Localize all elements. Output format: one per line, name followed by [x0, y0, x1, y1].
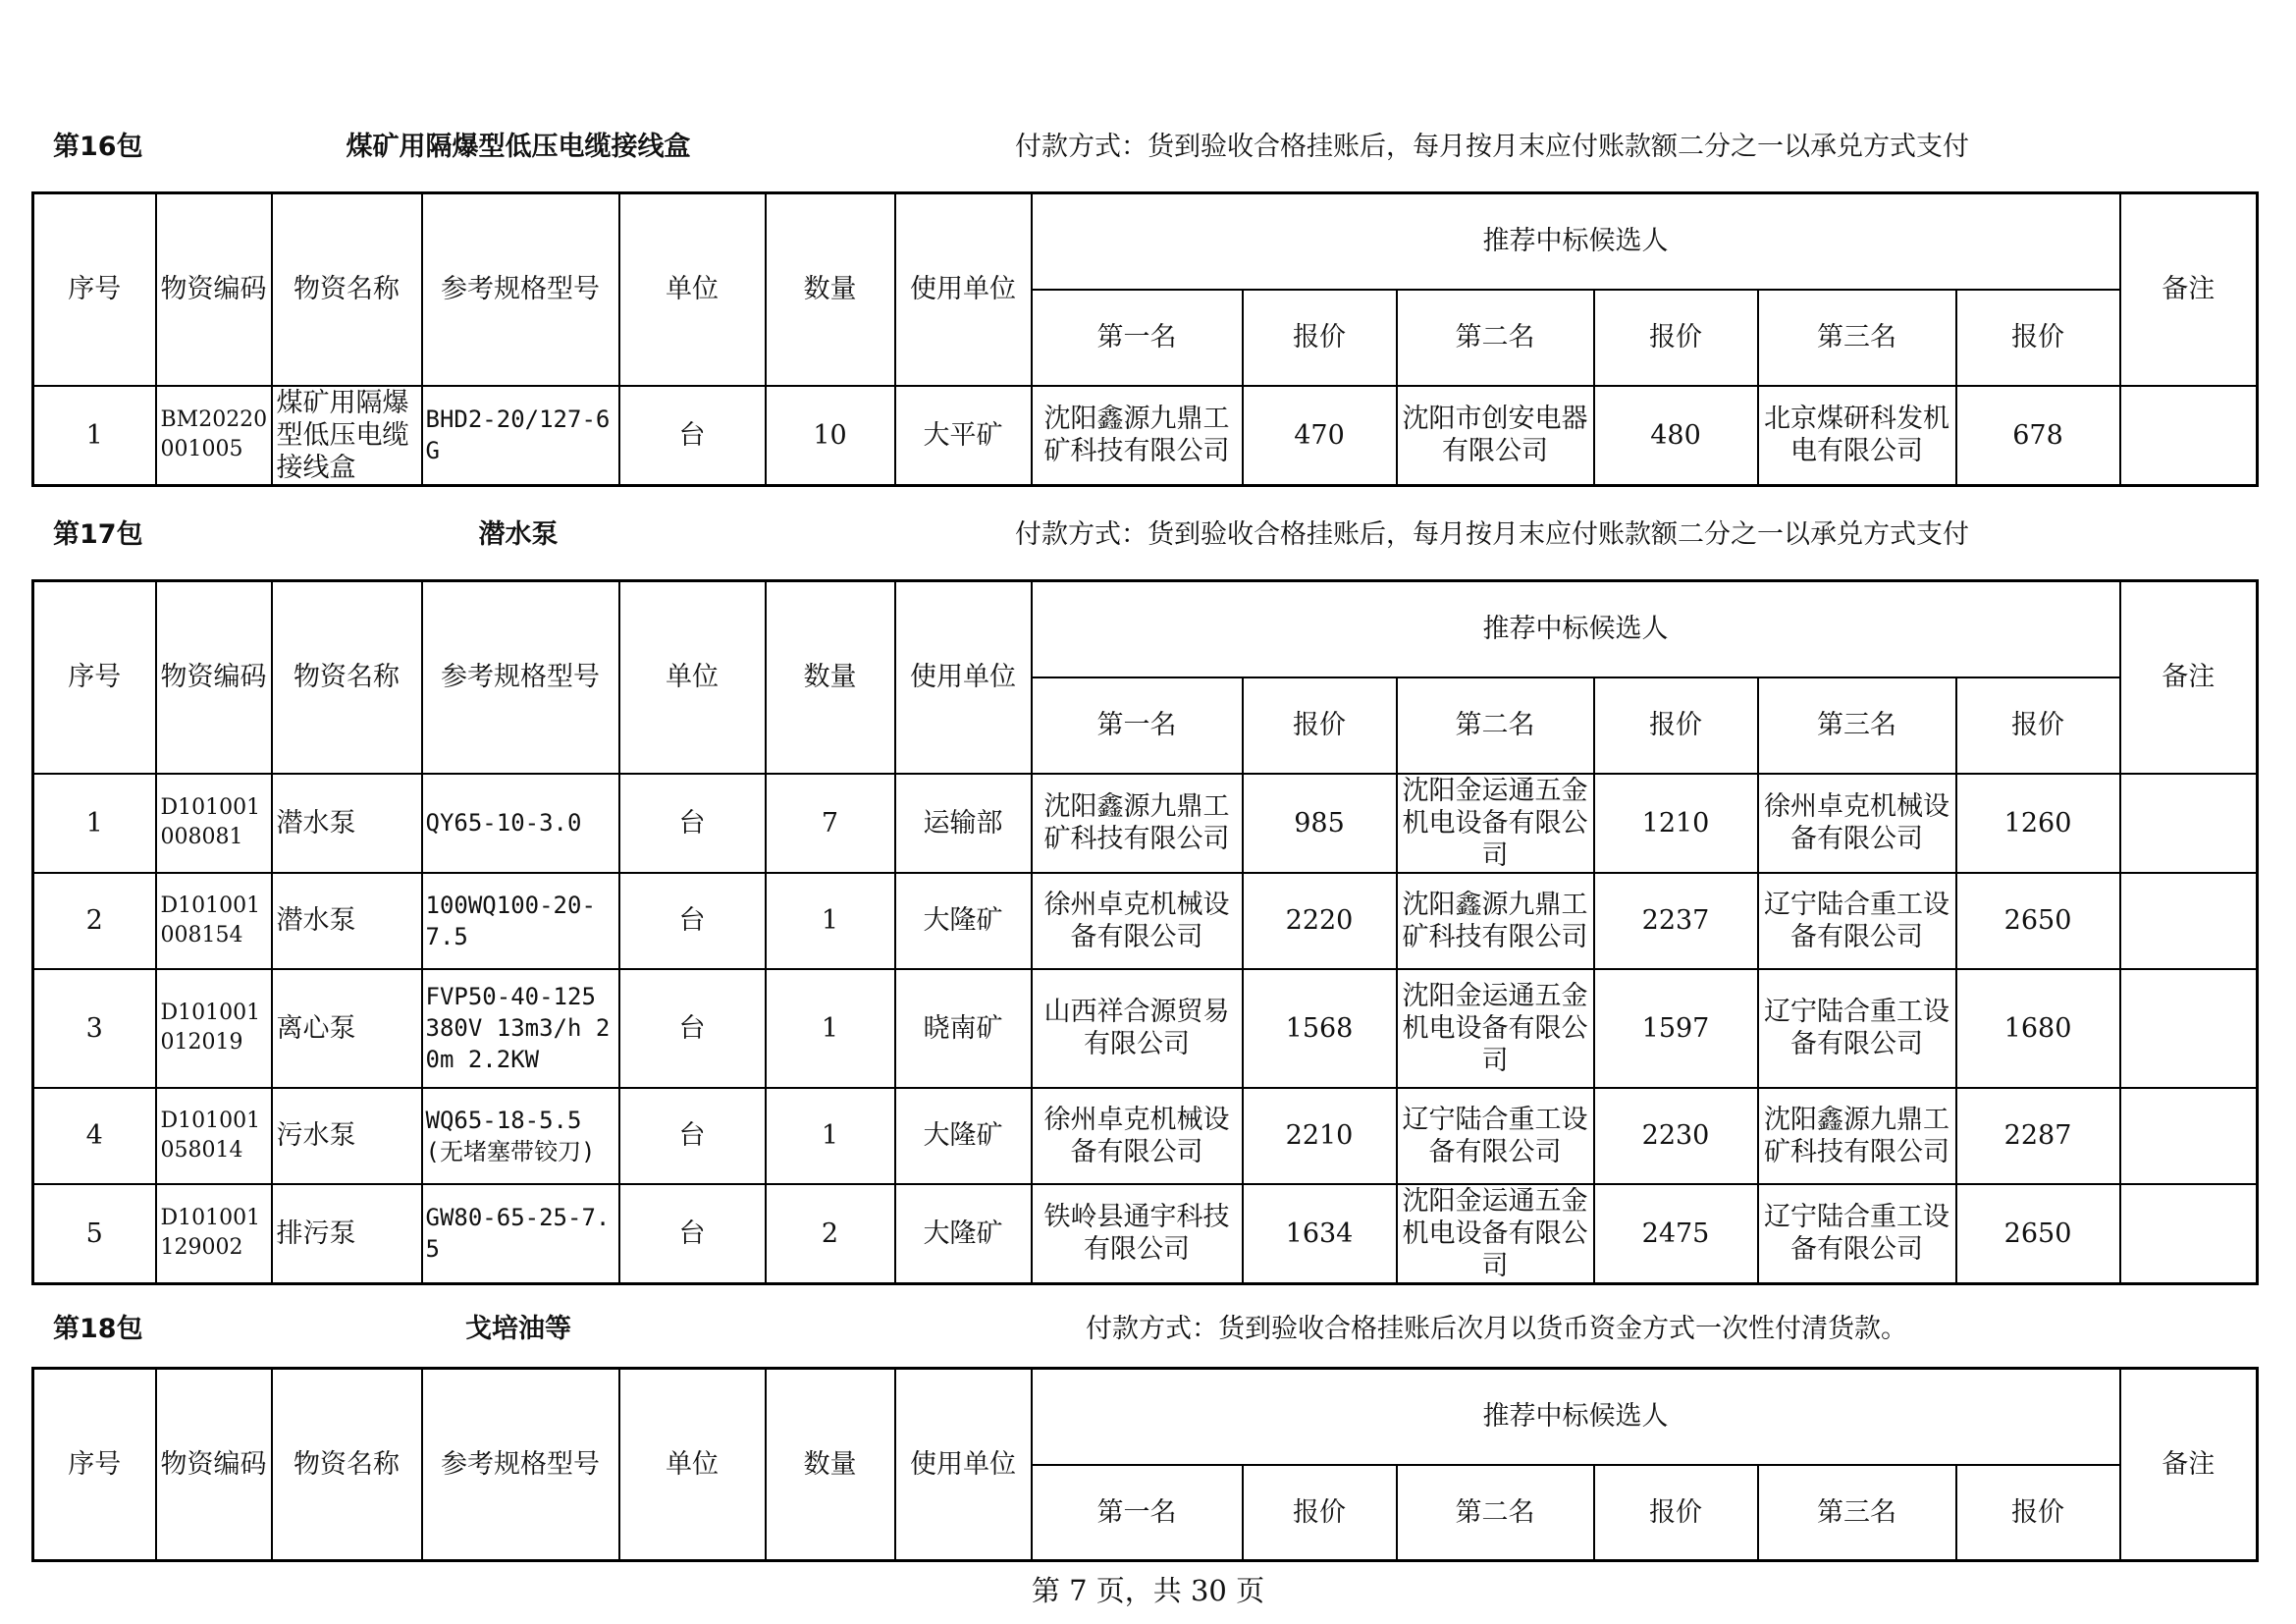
cell-seq: 1 [33, 386, 156, 486]
cell-second-price: 480 [1594, 386, 1758, 486]
col-header-qty: 数量 [766, 193, 895, 386]
col-header-price-3: 报价 [1956, 677, 2120, 774]
cell-first-candidate: 沈阳鑫源九鼎工矿科技有限公司 [1032, 774, 1243, 873]
cell-third-candidate: 辽宁陆合重工设备有限公司 [1758, 873, 1956, 969]
cell-unit: 台 [619, 1184, 766, 1284]
cell-second-price: 2237 [1594, 873, 1758, 969]
table-row [33, 873, 2258, 969]
cell-code: D101001058014 [156, 1088, 272, 1184]
cell-spec: GW80-65-25-7.5 [422, 1184, 619, 1284]
cell-dept: 大隆矿 [895, 1088, 1032, 1184]
cell-first-candidate: 铁岭县通宇科技有限公司 [1032, 1184, 1243, 1284]
cell-unit: 台 [619, 873, 766, 969]
cell-qty: 2 [766, 1184, 895, 1284]
package-table [31, 579, 2259, 1285]
cell-third-candidate: 辽宁陆合重工设备有限公司 [1758, 969, 1956, 1088]
cell-qty: 1 [766, 873, 895, 969]
col-header-third: 第三名 [1758, 290, 1956, 386]
col-header-name: 物资名称 [272, 581, 422, 774]
col-header-qty: 数量 [766, 581, 895, 774]
cell-qty: 10 [766, 386, 895, 486]
col-header-first: 第一名 [1032, 1465, 1243, 1561]
col-header-remark: 备注 [2120, 193, 2258, 386]
cell-spec: QY65-10-3.0 [422, 774, 619, 873]
col-header-second: 第二名 [1397, 677, 1594, 774]
package-header [0, 1310, 2296, 1349]
col-header-remark: 备注 [2120, 1369, 2258, 1561]
package-table [31, 1367, 2259, 1562]
cell-name: 排污泵 [272, 1184, 422, 1284]
cell-third-price: 678 [1956, 386, 2120, 486]
table-row [33, 386, 2258, 486]
cell-second-candidate: 沈阳市创安电器有限公司 [1397, 386, 1594, 486]
cell-code: BM20220001005 [156, 386, 272, 486]
package-title: 煤矿用隔爆型低压电缆接线盒 [346, 132, 691, 162]
cell-name: 潜水泵 [272, 873, 422, 969]
col-header-price-3: 报价 [1956, 290, 2120, 386]
cell-first-price: 1634 [1243, 1184, 1397, 1284]
package-title: 潜水泵 [478, 519, 559, 550]
cell-first-candidate: 山西祥合源贸易有限公司 [1032, 969, 1243, 1088]
cell-unit: 台 [619, 386, 766, 486]
col-header-spec: 参考规格型号 [422, 193, 619, 386]
payment-terms: 付款方式：货到验收合格挂账后，每月按月末应付账款额二分之一以承兑方式支付 [1015, 519, 1969, 550]
cell-qty: 1 [766, 1088, 895, 1184]
cell-spec: WQ65-18-5.5(无堵塞带铰刀) [422, 1088, 619, 1184]
col-header-code: 物资编码 [156, 193, 272, 386]
cell-spec: BHD2-20/127-6G [422, 386, 619, 486]
cell-code: D101001012019 [156, 969, 272, 1088]
package-number: 第18包 [53, 1314, 143, 1344]
cell-seq: 1 [33, 774, 156, 873]
cell-second-candidate: 沈阳金运通五金机电设备有限公司 [1397, 969, 1594, 1088]
cell-first-price: 2220 [1243, 873, 1397, 969]
cell-spec: 100WQ100-20-7.5 [422, 873, 619, 969]
table-row [33, 1088, 2258, 1184]
col-header-seq: 序号 [33, 581, 156, 774]
package-number: 第17包 [53, 519, 143, 550]
package-table-clipped [0, 1367, 2296, 1528]
cell-spec: FVP50-40-125 380V 13m3/h 20m 2.2KW [422, 969, 619, 1088]
col-header-price-1: 报价 [1243, 677, 1397, 774]
col-header-second: 第二名 [1397, 290, 1594, 386]
cell-first-price: 1568 [1243, 969, 1397, 1088]
cell-code: D101001008081 [156, 774, 272, 873]
cell-unit: 台 [619, 1088, 766, 1184]
cell-seq: 3 [33, 969, 156, 1088]
package-header [0, 128, 2296, 167]
payment-terms: 付款方式：货到验收合格挂账后，每月按月末应付账款额二分之一以承兑方式支付 [1015, 132, 1969, 162]
col-header-price-2: 报价 [1594, 677, 1758, 774]
cell-third-candidate: 辽宁陆合重工设备有限公司 [1758, 1184, 1956, 1284]
col-header-dept: 使用单位 [895, 1369, 1032, 1561]
cell-remark [2120, 774, 2258, 873]
cell-unit: 台 [619, 969, 766, 1088]
cell-remark [2120, 386, 2258, 486]
package-table [31, 191, 2259, 487]
cell-first-price: 2210 [1243, 1088, 1397, 1184]
cell-dept: 大平矿 [895, 386, 1032, 486]
cell-remark [2120, 969, 2258, 1088]
col-header-price-1: 报价 [1243, 1465, 1397, 1561]
col-header-spec: 参考规格型号 [422, 581, 619, 774]
col-header-unit: 单位 [619, 581, 766, 774]
cell-unit: 台 [619, 774, 766, 873]
package-number: 第16包 [53, 132, 143, 162]
col-header-second: 第二名 [1397, 1465, 1594, 1561]
cell-name: 煤矿用隔爆型低压电缆接线盒 [272, 386, 422, 486]
col-header-name: 物资名称 [272, 193, 422, 386]
col-header-third: 第三名 [1758, 677, 1956, 774]
cell-remark [2120, 1088, 2258, 1184]
cell-qty: 7 [766, 774, 895, 873]
cell-second-candidate: 沈阳金运通五金机电设备有限公司 [1397, 1184, 1594, 1284]
cell-seq: 4 [33, 1088, 156, 1184]
col-header-price-2: 报价 [1594, 1465, 1758, 1561]
col-header-remark: 备注 [2120, 581, 2258, 774]
cell-remark [2120, 1184, 2258, 1284]
col-header-candidates: 推荐中标候选人 [1032, 1369, 2120, 1465]
page-footer: 第 7 页，共 30 页 [1031, 1574, 1265, 1607]
cell-second-candidate: 沈阳鑫源九鼎工矿科技有限公司 [1397, 873, 1594, 969]
col-header-qty: 数量 [766, 1369, 895, 1561]
col-header-name: 物资名称 [272, 1369, 422, 1561]
col-header-candidates: 推荐中标候选人 [1032, 581, 2120, 677]
cell-seq: 2 [33, 873, 156, 969]
cell-second-candidate: 辽宁陆合重工设备有限公司 [1397, 1088, 1594, 1184]
cell-qty: 1 [766, 969, 895, 1088]
cell-name: 离心泵 [272, 969, 422, 1088]
col-header-third: 第三名 [1758, 1465, 1956, 1561]
col-header-spec: 参考规格型号 [422, 1369, 619, 1561]
cell-third-price: 2650 [1956, 1184, 2120, 1284]
col-header-code: 物资编码 [156, 581, 272, 774]
col-header-code: 物资编码 [156, 1369, 272, 1561]
col-header-candidates: 推荐中标候选人 [1032, 193, 2120, 290]
cell-second-price: 2475 [1594, 1184, 1758, 1284]
header-row [33, 1369, 2258, 1465]
cell-third-price: 1680 [1956, 969, 2120, 1088]
col-header-dept: 使用单位 [895, 193, 1032, 386]
col-header-price-3: 报价 [1956, 1465, 2120, 1561]
cell-remark [2120, 873, 2258, 969]
cell-name: 潜水泵 [272, 774, 422, 873]
cell-seq: 5 [33, 1184, 156, 1284]
table-row [33, 1184, 2258, 1284]
payment-terms: 付款方式：货到验收合格挂账后次月以货币资金方式一次性付清货款。 [1086, 1314, 1907, 1344]
header-row [33, 581, 2258, 677]
cell-third-price: 2287 [1956, 1088, 2120, 1184]
cell-first-candidate: 徐州卓克机械设备有限公司 [1032, 1088, 1243, 1184]
cell-second-price: 1210 [1594, 774, 1758, 873]
header-row [33, 193, 2258, 290]
cell-third-price: 1260 [1956, 774, 2120, 873]
cell-dept: 运输部 [895, 774, 1032, 873]
cell-first-candidate: 徐州卓克机械设备有限公司 [1032, 873, 1243, 969]
table-row [33, 774, 2258, 873]
cell-name: 污水泵 [272, 1088, 422, 1184]
cell-third-price: 2650 [1956, 873, 2120, 969]
col-header-seq: 序号 [33, 193, 156, 386]
col-header-price-1: 报价 [1243, 290, 1397, 386]
cell-first-price: 985 [1243, 774, 1397, 873]
cell-third-candidate: 沈阳鑫源九鼎工矿科技有限公司 [1758, 1088, 1956, 1184]
cell-third-candidate: 徐州卓克机械设备有限公司 [1758, 774, 1956, 873]
cell-second-price: 2230 [1594, 1088, 1758, 1184]
package-title: 戈培油等 [465, 1314, 571, 1344]
col-header-unit: 单位 [619, 193, 766, 386]
col-header-seq: 序号 [33, 1369, 156, 1561]
cell-dept: 大隆矿 [895, 1184, 1032, 1284]
cell-dept: 大隆矿 [895, 873, 1032, 969]
col-header-first: 第一名 [1032, 290, 1243, 386]
cell-first-price: 470 [1243, 386, 1397, 486]
package-header [0, 515, 2296, 555]
cell-second-candidate: 沈阳金运通五金机电设备有限公司 [1397, 774, 1594, 873]
col-header-unit: 单位 [619, 1369, 766, 1561]
cell-code: D101001008154 [156, 873, 272, 969]
cell-code: D101001129002 [156, 1184, 272, 1284]
cell-first-candidate: 沈阳鑫源九鼎工矿科技有限公司 [1032, 386, 1243, 486]
col-header-price-2: 报价 [1594, 290, 1758, 386]
cell-dept: 晓南矿 [895, 969, 1032, 1088]
cell-second-price: 1597 [1594, 969, 1758, 1088]
col-header-dept: 使用单位 [895, 581, 1032, 774]
cell-third-candidate: 北京煤研科发机电有限公司 [1758, 386, 1956, 486]
col-header-first: 第一名 [1032, 677, 1243, 774]
table-row [33, 969, 2258, 1088]
